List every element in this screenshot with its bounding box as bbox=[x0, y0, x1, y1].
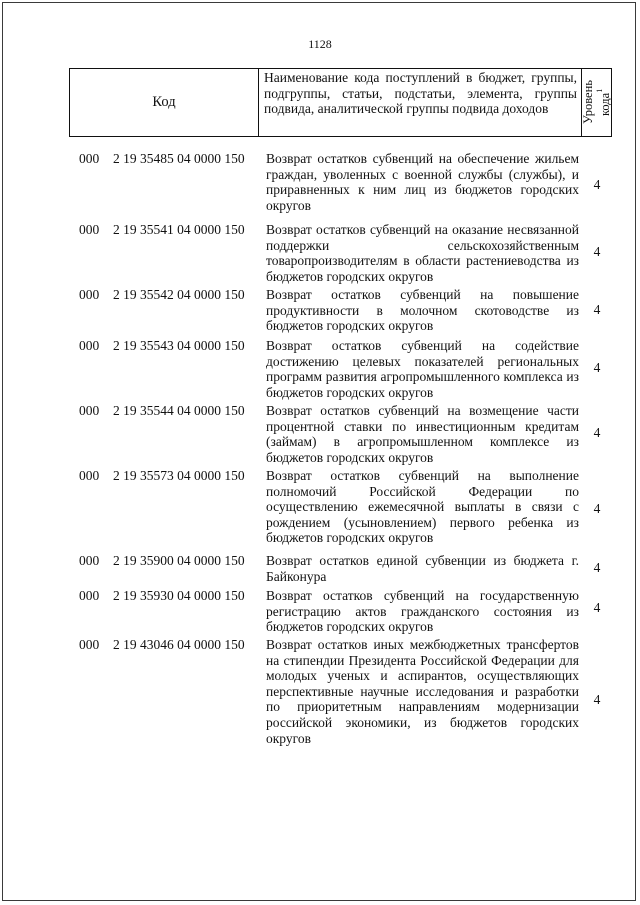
row-name: Возврат остатков субвенций на содействие достижению целевых показателей региональных программ развития агропромышленного комплекса из бюджетов городских округов bbox=[266, 338, 579, 400]
row-code: 2 19 35543 04 0000 150 bbox=[113, 338, 245, 353]
row-code: 2 19 35544 04 0000 150 bbox=[113, 403, 245, 418]
row-prefix: 000 bbox=[79, 338, 100, 353]
row-level: 4 bbox=[593, 360, 601, 375]
row-level: 4 bbox=[593, 425, 601, 440]
page-number: 1128 bbox=[308, 37, 332, 51]
row-level: 4 bbox=[593, 560, 601, 575]
header-level-line2: кода bbox=[598, 92, 613, 117]
row-name: Возврат остатков единой субвенции из бюджета г. Байконура bbox=[266, 553, 579, 584]
row-code: 2 19 35542 04 0000 150 bbox=[113, 287, 245, 302]
row-code: 2 19 35541 04 0000 150 bbox=[113, 222, 245, 237]
row-level: 4 bbox=[593, 302, 601, 317]
row-name: Возврат остатков субвенций на выполнение полномочий Российской Федерации по осуществлению ежемесячной выплаты в связи с рождением (усыновлением) первого ребенка из бюджетов городских округов bbox=[266, 468, 579, 546]
row-name: Возврат остатков субвенций на государственную регистрацию актов гражданского состояния из бюджетов городских округов bbox=[266, 588, 579, 635]
row-prefix: 000 bbox=[79, 403, 100, 418]
row-prefix: 000 bbox=[79, 553, 100, 568]
row-name: Возврат остатков субвенций на обеспечение жильем граждан, уволенных с военной службы (службы), и приравненных к ним лиц из бюджетов городских округов bbox=[266, 151, 579, 213]
row-code: 2 19 35930 04 0000 150 bbox=[113, 588, 245, 603]
header-code: Код bbox=[70, 69, 259, 136]
row-prefix: 000 bbox=[79, 588, 100, 603]
row-name: Возврат остатков субвенций на повышение продуктивности в молочном скотоводстве из бюджетов городских округов bbox=[266, 287, 579, 334]
row-level: 4 bbox=[593, 177, 601, 192]
row-level: 4 bbox=[593, 692, 601, 707]
row-code: 2 19 43046 04 0000 150 bbox=[113, 637, 245, 652]
row-name: Возврат остатков субвенций на оказание несвязанной поддержки сельскохозяйственным товаропроизводителям в области растениеводства из бюджетов городских округов bbox=[266, 222, 579, 284]
row-name: Возврат остатков субвенций на возмещение части процентной ставки по инвестиционным кредитам (займам) в агропромышленном комплексе из бюджетов городских округов bbox=[266, 403, 579, 465]
row-name: Возврат остатков иных межбюджетных трансфертов на стипендии Президента Российской Федерации для молодых ученых и аспирантов, осуществляющих перспективные научные исследования и разработки по приоритетным направлениям модернизации российской экономики, из бюджетов городских округов bbox=[266, 637, 579, 746]
row-prefix: 000 bbox=[79, 468, 100, 483]
header-level-line1: Уровень bbox=[580, 80, 595, 125]
row-code: 2 19 35900 04 0000 150 bbox=[113, 553, 245, 568]
row-prefix: 000 bbox=[79, 222, 100, 237]
row-prefix: 000 bbox=[79, 287, 100, 302]
row-code: 2 19 35573 04 0000 150 bbox=[113, 468, 245, 483]
header-name: Наименование кода поступлений в бюджет, группы, подгруппы, статьи, подстатьи, элемента, группы подвида, аналитической группы подвида доходов bbox=[259, 69, 582, 136]
row-code: 2 19 35485 04 0000 150 bbox=[113, 151, 245, 166]
row-prefix: 000 bbox=[79, 151, 100, 166]
row-level: 4 bbox=[593, 600, 601, 615]
row-level: 4 bbox=[593, 501, 601, 516]
row-prefix: 000 bbox=[79, 637, 100, 652]
header-level-footnote: 1 bbox=[594, 88, 604, 93]
row-level: 4 bbox=[593, 244, 601, 259]
